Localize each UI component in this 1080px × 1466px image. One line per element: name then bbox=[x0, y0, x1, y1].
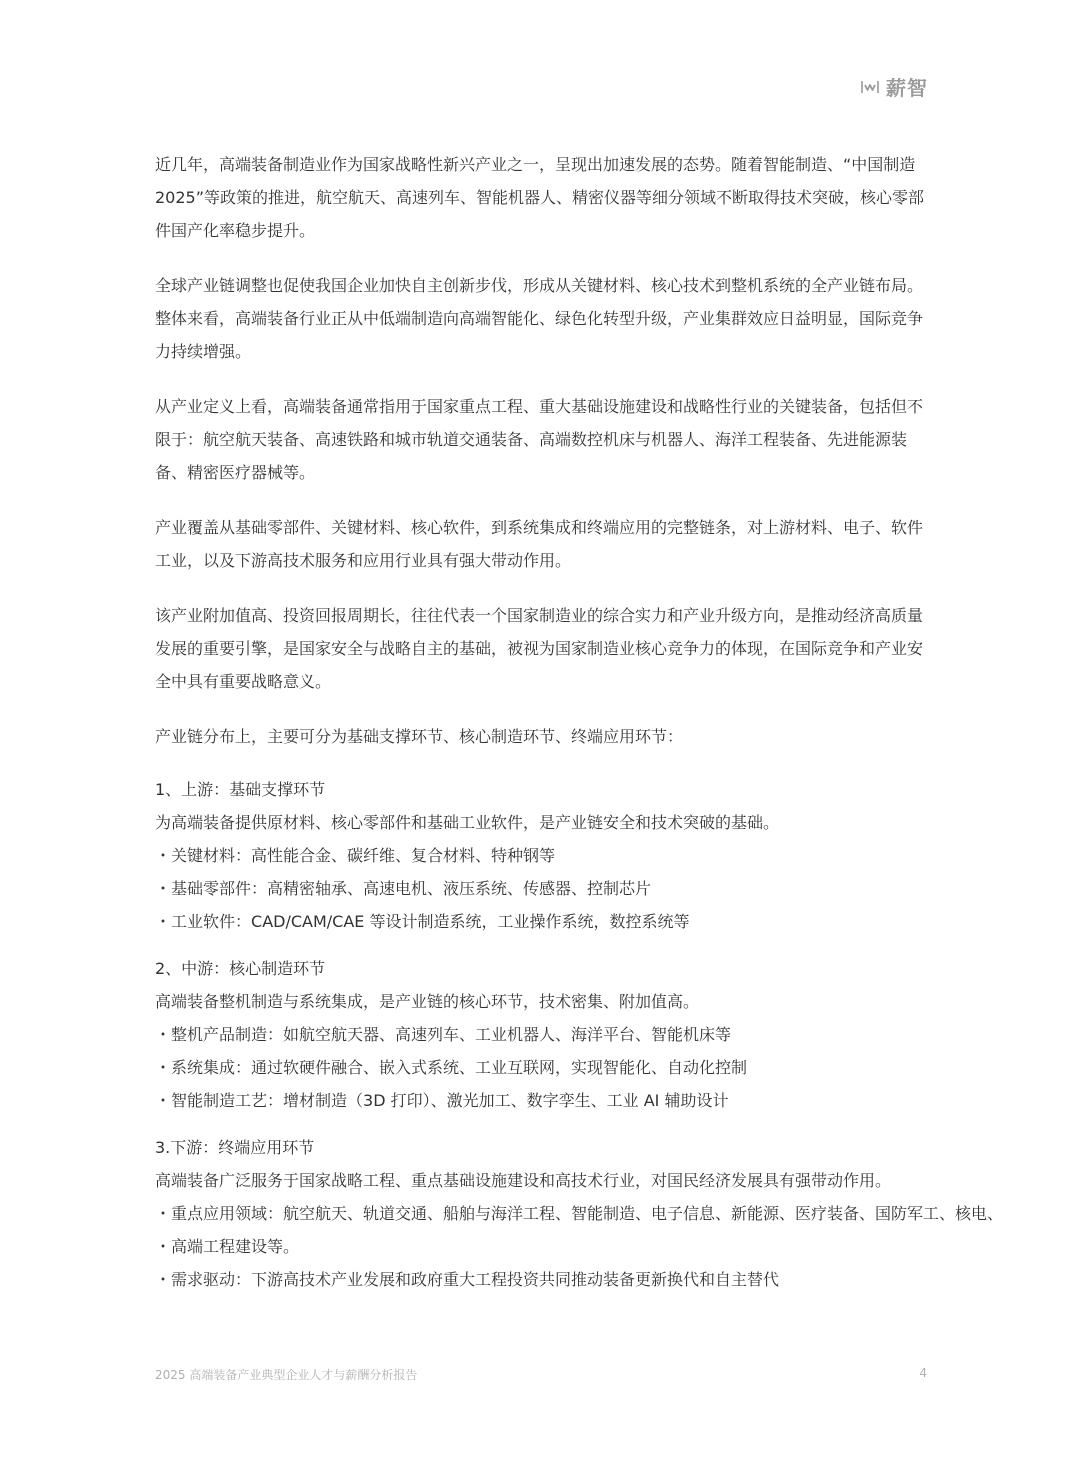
report-body bbox=[155, 148, 1004, 1310]
section-upstream bbox=[155, 773, 927, 938]
paragraph-development-trend: 近几年，高端装备制造业作为国家战略性新兴产业之一，呈现出加速发展的态势。随着智能制造、“中国制造2025”等政策的推进，航空航天、高速列车、智能机器人、精密仪器等细分领域不断取得技术突破，核心零部件国产化率稳步提升。 bbox=[155, 155, 925, 240]
chain-distribution-intro: 产业链分布上，主要可分为基础支撑环节、核心制造环节、终端应用环节： bbox=[155, 727, 684, 746]
bullet-item: ・ 重点应用领域：航空航天、轨道交通、船舶与海洋工程、智能制造、电子信息、新能源、医疗装备、国防军工、核电、 bbox=[155, 1197, 927, 1230]
bullet-item: ・ 关键材料：高性能合金、碳纤维、复合材料、特种钢等 bbox=[155, 839, 927, 872]
section-title: 1、上游：基础支撑环节 bbox=[155, 780, 326, 799]
section-title: 3.下游：终端应用环节 bbox=[155, 1138, 315, 1157]
page-footer bbox=[155, 1366, 927, 1383]
paragraph-strategic-significance: 该产业附加值高、投资回报周期长，往往代表一个国家制造业的综合实力和产业升级方向，是推动经济高质量发展的重要引擎，是国家安全与战略自主的基础，被视为国家制造业核心竞争力的体现，在国际竞争和产业安全中具有重要战略意义。 bbox=[155, 606, 924, 691]
section-midstream bbox=[155, 952, 927, 1117]
bullet-item: ・ 高端工程建设等。 bbox=[155, 1230, 927, 1263]
footer-report-title: 2025 高端装备产业典型企业人才与薪酬分析报告 bbox=[155, 1368, 418, 1382]
section-description: 为高端装备提供原材料、核心零部件和基础工业软件，是产业链安全和技术突破的基础。 bbox=[155, 813, 780, 832]
paragraph-industry-coverage: 产业覆盖从基础零部件、关键材料、核心软件，到系统集成和终端应用的完整链条，对上游材料、电子、软件工业，以及下游高技术服务和应用行业具有强大带动作用。 bbox=[155, 518, 924, 570]
bullet-item: ・ 工业软件：CAD/CAM/CAE 等设计制造系统，工业操作系统，数控系统等 bbox=[155, 905, 927, 938]
paragraph-industry-chain-adjustment: 全球产业链调整也促使我国企业加快自主创新步伐，形成从关键材料、核心技术到整机系统的全产业链布局。整体来看，高端装备行业正从中低端制造向高端智能化、绿色化转型升级，产业集群效应日益明显，国际竞争力持续增强。 bbox=[155, 276, 924, 361]
bullet-item: ・ 整机产品制造：如航空航天器、高速列车、工业机器人、海洋平台、智能机床等 bbox=[155, 1018, 927, 1051]
bullet-item: ・ 智能制造工艺：增材制造（3D 打印）、激光加工、数字孪生、工业 AI 辅助设计 bbox=[155, 1084, 927, 1117]
bullet-item: ・ 系统集成：通过软硬件融合、嵌入式系统、工业互联网，实现智能化、自动化控制 bbox=[155, 1051, 927, 1084]
page-number: 4 bbox=[919, 1366, 927, 1380]
brand-logo bbox=[860, 72, 928, 101]
section-downstream bbox=[155, 1131, 1004, 1296]
brand-name: 薪智 bbox=[886, 76, 928, 100]
section-description: 高端装备整机制造与系统集成，是产业链的核心环节，技术密集、附加值高。 bbox=[155, 992, 700, 1011]
bullet-item: ・ 基础零部件：高精密轴承、高速电机、液压系统、传感器、控制芯片 bbox=[155, 872, 927, 905]
section-title: 2、中游：核心制造环节 bbox=[155, 959, 326, 978]
paragraph-industry-definition: 从产业定义上看，高端装备通常指用于国家重点工程、重大基础设施建设和战略性行业的关键装备，包括但不限于：航空航天装备、高速铁路和城市轨道交通装备、高端数控机床与机器人、海洋工程装备、先进能源装备、精密医疗器械等。 bbox=[155, 397, 924, 482]
section-description: 高端装备广泛服务于国家战略工程、重点基础设施建设和高技术行业，对国民经济发展具有强带动作用。 bbox=[155, 1171, 892, 1190]
bullet-item: ・ 需求驱动：下游高技术产业发展和政府重大工程投资共同推动装备更新换代和自主替代 bbox=[155, 1263, 927, 1296]
wave-logo-icon bbox=[860, 77, 880, 97]
